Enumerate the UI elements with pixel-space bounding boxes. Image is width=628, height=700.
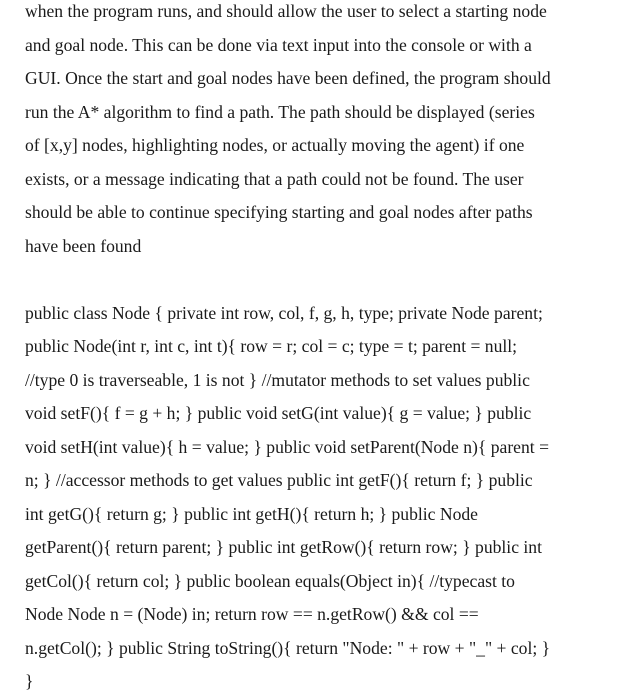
text-line: have been found (25, 235, 142, 256)
text-line: run the A* algorithm to find a path. The path should be displayed (series (25, 101, 535, 122)
assignment-description (25, 0, 625, 263)
code-line: n; } //accessor methods to get values public int getF(){ return f; } public (25, 470, 533, 490)
code-line: void setH(int value){ h = value; } public void setParent(Node n){ parent = (25, 436, 549, 457)
code-line: int getG(){ return g; } public int getH(){ return h; } public Node (25, 503, 478, 524)
node-class-code (25, 297, 625, 699)
code-line: public class Node { private int row, col, f, g, h, type; private Node parent; (25, 302, 543, 323)
code-line: Node Node n = (Node) in; return row == n.getRow() && col == (25, 604, 479, 624)
code-line: public Node(int r, int c, int t){ row = r; col = c; type = t; parent = null; (25, 336, 518, 356)
document-body (25, 0, 625, 699)
text-line: GUI. Once the start and goal nodes have been defined, the program should (25, 68, 551, 88)
code-line: } (25, 671, 34, 691)
code-line: n.getCol(); } public String toString(){ return "Node: " + row + "_" + col; } (25, 637, 551, 658)
text-line: and goal node. This can be done via text input into the console or with a (25, 34, 532, 55)
code-line: getParent(){ return parent; } public int getRow(){ return row; } public int (25, 537, 542, 557)
text-line: of [x,y] nodes, highlighting nodes, or actually moving the agent) if one (25, 135, 525, 155)
code-line: void setF(){ f = g + h; } public void setG(int value){ g = value; } public (25, 403, 532, 423)
text-line: when the program runs, and should allow the user to select a starting node (25, 1, 547, 21)
code-line: //type 0 is traverseable, 1 is not } //mutator methods to set values public (25, 369, 530, 390)
text-line: exists, or a message indicating that a path could not be found. The user (25, 168, 524, 189)
paragraph-gap (25, 263, 625, 297)
code-line: getCol(){ return col; } public boolean equals(Object in){ //typecast to (25, 570, 515, 591)
text-line: should be able to continue specifying starting and goal nodes after paths (25, 202, 533, 222)
